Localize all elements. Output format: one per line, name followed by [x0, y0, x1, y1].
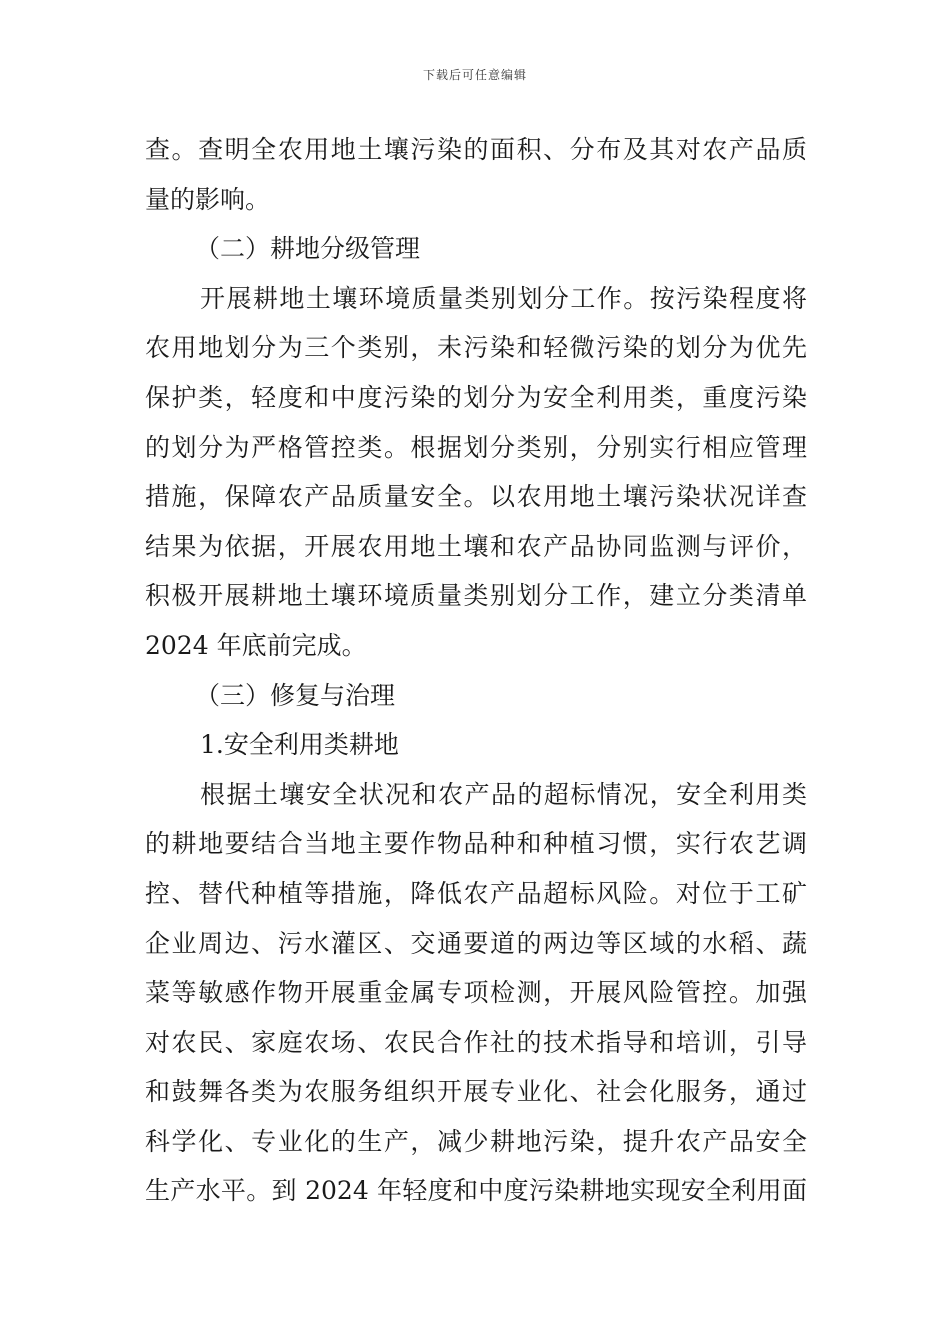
- text-line: 的耕地要结合当地主要作物品种和种植习惯，实行农艺调: [145, 829, 807, 859]
- text-line: 企业周边、污水灌区、交通要道的两边等区域的水稻、蔬: [145, 928, 807, 958]
- text-line: 量的影响。: [145, 184, 271, 214]
- text-line: 科学化、专业化的生产，减少耕地污染，提升农产品安全: [145, 1126, 807, 1156]
- text-line: 措施，保障农产品质量安全。以农用地土壤污染状况详查: [145, 482, 807, 512]
- text-line: 根据土壤安全状况和农产品的超标情况，安全利用类: [200, 779, 807, 809]
- document-body: [145, 125, 807, 1216]
- text-line: 农用地划分为三个类别，未污染和轻微污染的划分为优先: [145, 333, 807, 363]
- text-line: 积极开展耕地土壤环境质量类别划分工作，建立分类清单: [145, 581, 807, 611]
- text-line: 对农民、家庭农场、农民合作社的技术指导和培训，引导: [145, 1027, 807, 1057]
- text-line: 结果为依据，开展农用地土壤和农产品协同监测与评价，: [145, 531, 807, 561]
- subsection-heading: 1.安全利用类耕地: [200, 730, 399, 760]
- text-line: 保护类，轻度和中度污染的划分为安全利用类，重度污染: [145, 382, 807, 412]
- text-line: 的划分为严格管控类。根据划分类别，分别实行相应管理: [145, 432, 807, 462]
- section-heading: （三）修复与治理: [195, 680, 396, 710]
- text-line: 控、替代种植等措施，降低农产品超标风险。对位于工矿: [145, 878, 807, 908]
- text-line: 查。查明全农用地土壤污染的面积、分布及其对农产品质: [145, 135, 807, 164]
- text-line: 菜等敏感作物开展重金属专项检测，开展风险管控。加强: [145, 978, 807, 1008]
- section-heading: （二）耕地分级管理: [195, 234, 421, 264]
- text-line: 生产水平。到 2024 年轻度和中度污染耕地实现安全利用面: [145, 1176, 807, 1206]
- text-line: 开展耕地土壤环境质量类别划分工作。按污染程度将: [200, 283, 807, 313]
- text-line: 2024 年底前完成。: [145, 630, 367, 660]
- header-note: 下载后可任意编辑: [422, 68, 527, 82]
- text-line: 和鼓舞各类为农服务组织开展专业化、社会化服务，通过: [145, 1077, 807, 1107]
